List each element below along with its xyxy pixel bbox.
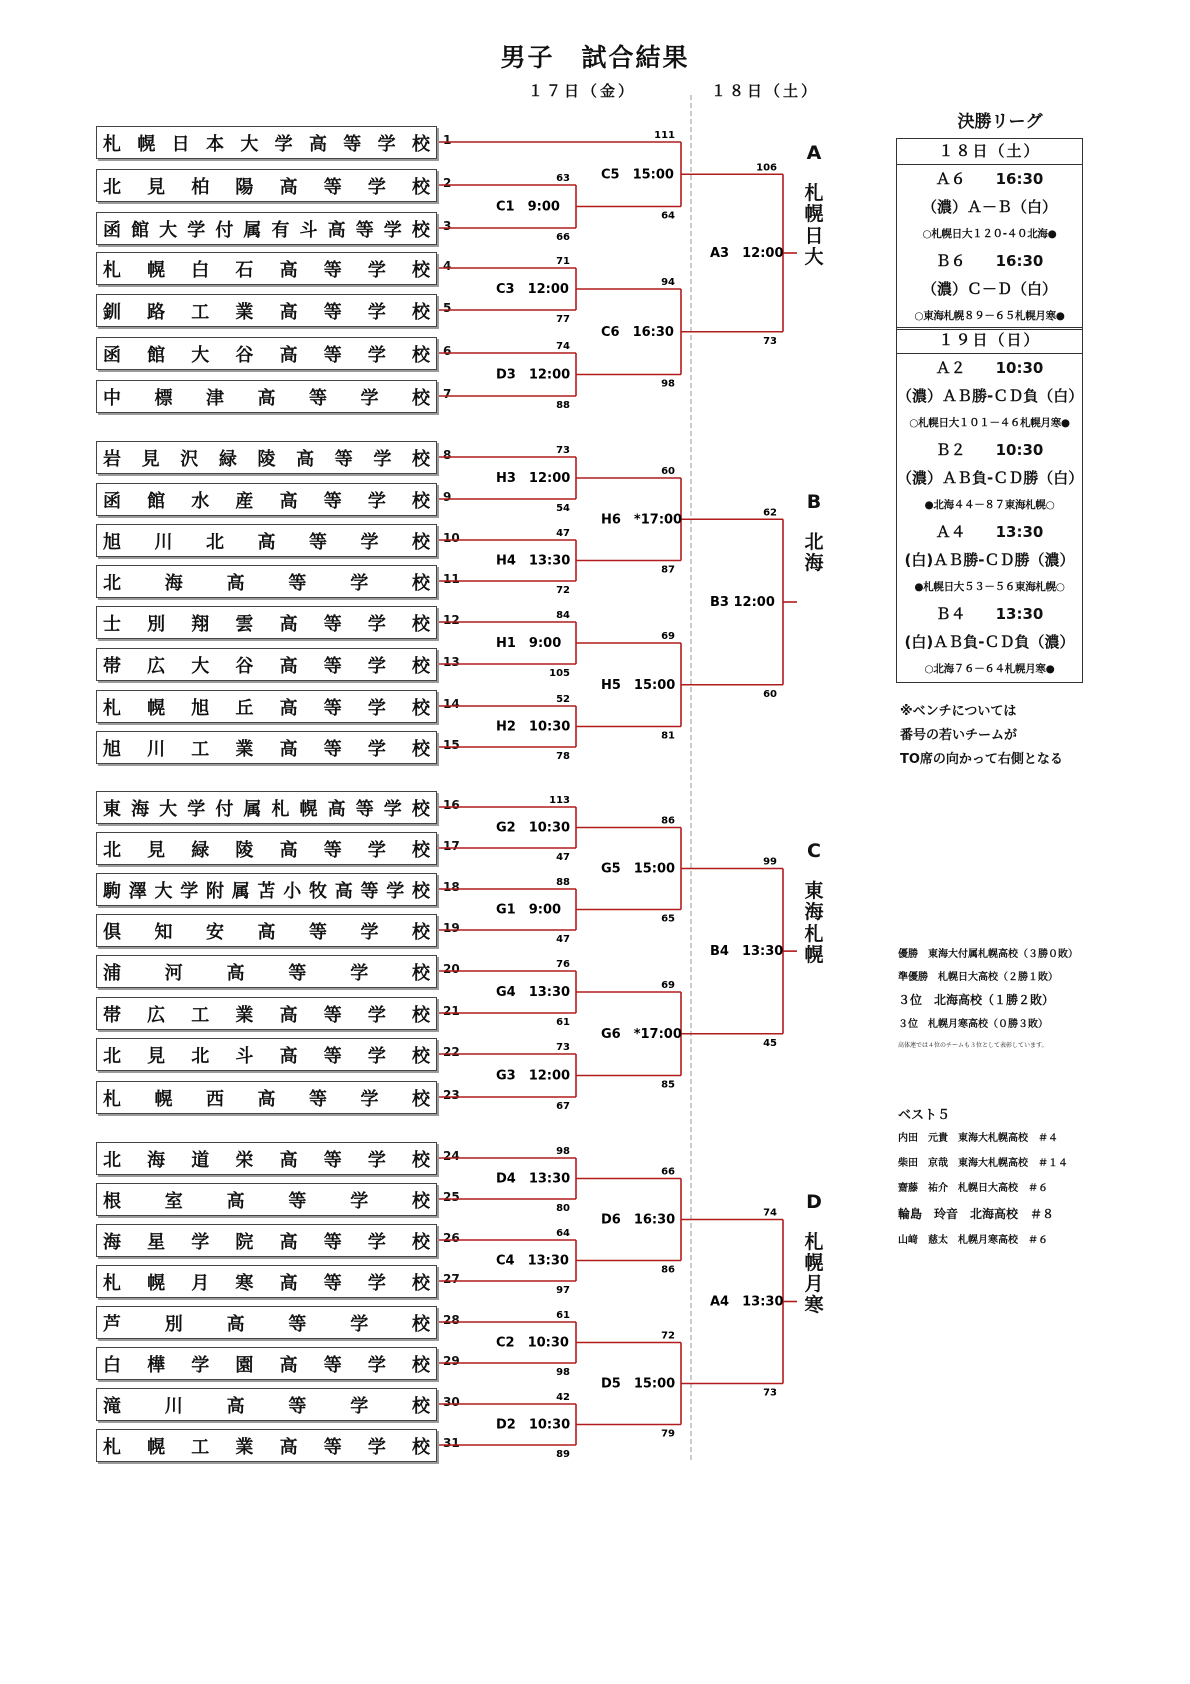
fl-result: ●札幌日大５３－５６東海札幌○	[914, 581, 1065, 593]
score-bottom: 80	[556, 1203, 570, 1214]
score-top: 66	[661, 1166, 675, 1178]
team-box	[96, 441, 437, 474]
score-bottom: 97	[556, 1285, 570, 1296]
team-box	[96, 524, 437, 557]
team-number: 3	[443, 219, 452, 233]
score-bottom: 61	[556, 1017, 570, 1028]
team-number: 13	[443, 655, 460, 669]
score-top: 73	[556, 1042, 570, 1053]
team-box	[96, 1347, 437, 1380]
score-bottom: 81	[661, 730, 675, 742]
game-label: H5 15:00	[601, 677, 676, 693]
score-top: 71	[556, 256, 570, 267]
block-winner: 札 幌 月 寒	[804, 1230, 824, 1317]
score-bottom: 105	[549, 668, 570, 679]
team-box	[96, 832, 437, 865]
score-bottom: 78	[556, 751, 570, 762]
game-label: C2 10:30	[496, 1335, 569, 1351]
team-number: 7	[443, 387, 452, 401]
fl-matchup: (白)ＡＢ勝-ＣＤ勝（濃）	[904, 551, 1075, 569]
score-top: 60	[661, 466, 675, 477]
team-name: 浦 河 高 等 学 校	[103, 962, 430, 984]
team-number: 5	[443, 301, 452, 315]
score-bottom: 89	[556, 1449, 570, 1460]
team-number: 11	[443, 572, 460, 586]
team-box	[96, 1429, 437, 1462]
standing-1	[898, 945, 1078, 960]
team-number: 16	[443, 798, 460, 812]
score-top: 61	[556, 1310, 570, 1321]
team-name: 札 幌 西 高 等 学 校	[103, 1088, 430, 1110]
team-box	[96, 126, 437, 159]
score-bottom: 67	[556, 1101, 570, 1112]
team-box	[96, 337, 437, 370]
standings-note: 高体連では４位のチームも３位として表彰しています。	[898, 1042, 1048, 1049]
team-number: 26	[443, 1231, 460, 1245]
block-letter: A	[806, 142, 822, 164]
team-name: 中 標 津 高 等 学 校	[103, 387, 430, 409]
score-top: 69	[661, 631, 675, 642]
team-number: 27	[443, 1272, 460, 1286]
game-label: D6 16:30	[601, 1212, 676, 1228]
game-label: B4 13:30	[710, 944, 784, 960]
score-top: 62	[763, 507, 777, 519]
team-name: 根 室 高 等 学 校	[103, 1190, 430, 1212]
team-box	[96, 648, 437, 681]
block-letter: C	[807, 840, 821, 863]
block-winner: 札 幌 日 大	[804, 182, 824, 268]
fl-result: ○札幌日大１０１－４６札幌月寒●	[909, 417, 1070, 429]
standing-3	[898, 991, 1054, 1008]
score-top: 42	[556, 1392, 570, 1403]
game-label: H2 10:30	[496, 719, 571, 735]
team-number: 28	[443, 1313, 460, 1327]
team-box	[96, 1388, 437, 1421]
game-label: A4 13:30	[710, 1294, 784, 1310]
team-box	[96, 606, 437, 639]
team-name: 函 館 大 谷 高 等 学 校	[103, 344, 430, 366]
best5-title: ベスト５	[898, 1108, 951, 1123]
team-name: 北 見 緑 陵 高 等 学 校	[103, 839, 430, 861]
game-label: C6 16:30	[601, 324, 674, 340]
team-box	[96, 690, 437, 723]
team-name: 旭 川 工 業 高 等 学 校	[103, 738, 430, 760]
team-name: 旭 川 北 高 等 学 校	[103, 531, 430, 553]
score-top: 106	[756, 162, 777, 174]
team-box	[96, 1183, 437, 1216]
team-box	[96, 955, 437, 988]
team-number: 12	[443, 613, 460, 627]
game-label: G3 12:00	[496, 1068, 571, 1084]
fl-matchup: (白)ＡＢ負-ＣＤ負（濃）	[904, 633, 1075, 651]
score-top: 86	[661, 815, 675, 827]
fl-matchup: （濃）ＡＢ勝-ＣＤ負（白）	[897, 387, 1084, 405]
note-line: 番号の若いチームが	[900, 728, 1018, 743]
score-top: 94	[661, 277, 675, 288]
team-box	[96, 212, 437, 245]
team-number: 22	[443, 1045, 460, 1059]
game-label: D5 15:00	[601, 1376, 676, 1392]
team-box	[96, 914, 437, 947]
best5-player: 内田 元貴 東海大札幌高校 ＃４	[898, 1133, 1058, 1144]
fl-matchup: （濃）Ｃ－Ｄ（白）	[921, 280, 1057, 298]
block-letter: D	[806, 1190, 822, 1213]
score-bottom: 98	[661, 378, 675, 390]
team-name: 倶 知 安 高 等 学 校	[103, 921, 430, 943]
score-top: 113	[549, 795, 570, 806]
score-bottom: 66	[556, 232, 570, 243]
standing-text: 札幌日大高校（２勝１敗）	[938, 972, 1058, 983]
team-name: 函 館 水 産 高 等 学 校	[103, 490, 430, 512]
final-league-day18-header: １８日（土）	[897, 139, 1082, 165]
score-top: 111	[654, 130, 675, 141]
fl-time: Ａ４ 13:30	[935, 523, 1044, 541]
fl-result: ○東海札幌８９－６５札幌月寒●	[914, 310, 1065, 322]
team-number: 23	[443, 1088, 460, 1102]
game-label: G6 *17:00	[601, 1026, 682, 1042]
team-number: 24	[443, 1149, 460, 1163]
team-number: 15	[443, 738, 460, 752]
team-name: 札 幌 白 石 高 等 学 校	[103, 259, 430, 281]
score-bottom: 65	[661, 913, 675, 925]
standing-text: 北海高校（１勝２敗）	[934, 993, 1055, 1007]
game-label: G5 15:00	[601, 861, 676, 877]
game-label: H1 9:00	[496, 636, 562, 651]
block-letter: B	[806, 491, 822, 513]
team-name: 帯 広 工 業 高 等 学 校	[103, 1004, 430, 1026]
team-name: 士 別 翔 雲 高 等 学 校	[103, 613, 430, 635]
score-bottom: 54	[556, 503, 570, 514]
game-label: H6 *17:00	[601, 512, 683, 528]
best5-player: 柴田 京哉 東海大札幌高校 ＃１４	[898, 1158, 1068, 1169]
team-name: 北 海 道 栄 高 等 学 校	[103, 1149, 430, 1171]
standing-4	[898, 1015, 1048, 1030]
team-name: 滝 川 高 等 学 校	[103, 1395, 430, 1417]
block-winner: 北 海	[804, 531, 824, 575]
game-label: G4 13:30	[496, 985, 571, 1000]
score-top: 73	[556, 445, 570, 456]
game-label: C1 9:00	[496, 199, 560, 215]
team-name: 札 幌 月 寒 高 等 学 校	[103, 1272, 430, 1294]
fl-time: Ｂ２ 10:30	[935, 441, 1044, 459]
team-box	[96, 483, 437, 516]
score-bottom: 73	[763, 1387, 777, 1399]
bench-notes	[900, 700, 1063, 772]
score-top: 47	[556, 528, 570, 539]
score-bottom: 60	[763, 688, 777, 700]
fl-result: ●北海４４－８７東海札幌○	[924, 499, 1055, 511]
standing-text: 札幌月寒高校（０勝３敗）	[928, 1019, 1048, 1030]
game-label: H4 13:30	[496, 553, 571, 569]
team-number: 9	[443, 490, 452, 504]
team-name: 札 幌 工 業 高 等 学 校	[103, 1436, 430, 1458]
team-box	[96, 565, 437, 598]
block-winner: 東 海 札 幌	[804, 880, 824, 966]
game-label: D4 13:30	[496, 1171, 571, 1187]
standing-2	[898, 968, 1058, 983]
team-number: 19	[443, 921, 460, 935]
note-line: ※ベンチについては	[900, 704, 1017, 719]
fl-time: Ｂ４ 13:30	[935, 605, 1044, 623]
standing-place: ３位	[898, 993, 923, 1007]
score-bottom: 98	[556, 1367, 570, 1378]
final-league-day18	[896, 138, 1083, 330]
team-number: 17	[443, 839, 460, 853]
game-label: D3 12:00	[496, 367, 571, 383]
team-box	[96, 1265, 437, 1298]
team-name: 札 幌 旭 丘 高 等 学 校	[103, 697, 430, 719]
team-number: 21	[443, 1004, 460, 1018]
team-box	[96, 1306, 437, 1339]
standing-place: ３位	[898, 1019, 918, 1030]
team-number: 10	[443, 531, 460, 545]
team-number: 14	[443, 697, 460, 711]
game-label: C4 13:30	[496, 1253, 569, 1269]
score-top: 88	[556, 877, 570, 888]
final-league-day19-header: １９日（日）	[897, 328, 1082, 354]
game-label: B3 12:00	[710, 595, 775, 610]
score-top: 74	[556, 341, 570, 352]
score-bottom: 85	[661, 1079, 675, 1091]
team-name: 白 樺 学 園 高 等 学 校	[103, 1354, 430, 1376]
score-top: 64	[556, 1228, 570, 1239]
page-title: 男子 試合結果	[500, 43, 690, 72]
standing-text: 東海大付属札幌高校（３勝０敗）	[928, 949, 1078, 960]
score-bottom: 47	[556, 934, 570, 945]
score-bottom: 79	[661, 1428, 675, 1440]
game-label: A3 12:00	[710, 246, 784, 261]
standing-place: 優勝	[898, 949, 918, 960]
score-bottom: 47	[556, 852, 570, 863]
team-box	[96, 169, 437, 202]
game-label: H3 12:00	[496, 471, 571, 486]
score-top: 76	[556, 959, 570, 970]
team-name: 岩 見 沢 緑 陵 高 等 学 校	[103, 448, 430, 470]
team-name: 海 星 学 院 高 等 学 校	[103, 1231, 430, 1253]
score-bottom: 87	[661, 564, 675, 576]
team-name: 函 館 大 学 付 属 有 斗 高 等 学 校	[103, 219, 430, 241]
team-name: 北 海 高 等 学 校	[103, 572, 430, 594]
team-number: 1	[443, 133, 452, 147]
score-top: 74	[763, 1207, 777, 1219]
team-box	[96, 294, 437, 327]
team-number: 31	[443, 1436, 460, 1450]
team-number: 25	[443, 1190, 460, 1204]
team-name: 釧 路 工 業 高 等 学 校	[103, 301, 430, 323]
team-number: 18	[443, 880, 460, 894]
team-number: 6	[443, 344, 452, 358]
fl-time: Ａ６ 16:30	[935, 170, 1044, 188]
game-label: C3 12:00	[496, 282, 569, 297]
fl-result: ○札幌日大１２０-４０北海●	[922, 228, 1057, 240]
day2-header: １８日（土）	[711, 82, 820, 100]
score-top: 72	[661, 1330, 675, 1342]
team-number: 4	[443, 259, 452, 273]
game-label: C5 15:00	[601, 167, 674, 183]
team-name: 札 幌 日 本 大 学 高 等 学 校	[103, 133, 430, 155]
team-box	[96, 1224, 437, 1257]
team-box	[96, 791, 437, 824]
team-name: 北 見 柏 陽 高 等 学 校	[103, 176, 430, 198]
team-name: 東 海 大 学 付 属 札 幌 高 等 学 校	[103, 798, 430, 820]
team-box	[96, 1081, 437, 1114]
best5-player: 山﨑 慈太 札幌月寒高校 ＃６	[898, 1235, 1048, 1246]
fl-result: ○北海７６－６４札幌月寒●	[924, 663, 1055, 675]
score-top: 84	[556, 610, 570, 621]
note-line: TO席の向かって右側となる	[900, 752, 1063, 767]
team-number: 30	[443, 1395, 460, 1409]
team-name: 駒 澤 大 学 附 属 苫 小 牧 高 等 学 校	[103, 880, 430, 902]
fl-time: Ｂ６ 16:30	[935, 252, 1044, 270]
game-label: G1 9:00	[496, 902, 562, 918]
fl-matchup: （濃）Ａ－Ｂ（白）	[921, 198, 1057, 216]
game-label: G2 10:30	[496, 820, 571, 836]
score-bottom: 88	[556, 400, 570, 411]
score-top: 99	[763, 856, 777, 868]
fl-time: Ａ２ 10:30	[935, 359, 1044, 377]
score-top: 63	[556, 173, 570, 184]
team-box	[96, 1038, 437, 1071]
score-bottom: 86	[661, 1264, 675, 1276]
team-name: 芦 別 高 等 学 校	[103, 1313, 430, 1335]
team-name: 帯 広 大 谷 高 等 学 校	[103, 655, 430, 677]
game-label: D2 10:30	[496, 1417, 571, 1433]
team-box	[96, 731, 437, 764]
team-number: 2	[443, 176, 452, 190]
score-top: 52	[556, 694, 570, 705]
team-number: 20	[443, 962, 460, 976]
final-league-day19	[896, 327, 1083, 683]
score-bottom: 73	[763, 335, 777, 347]
score-top: 98	[556, 1146, 570, 1157]
team-name: 北 見 北 斗 高 等 学 校	[103, 1045, 430, 1067]
team-box	[96, 1142, 437, 1175]
best5-player: 齋藤 祐介 札幌日大高校 ＃６	[898, 1183, 1048, 1194]
score-bottom: 72	[556, 585, 570, 596]
team-number: 29	[443, 1354, 460, 1368]
team-box	[96, 380, 437, 413]
fl-matchup: （濃）ＡＢ負-ＣＤ勝（白）	[897, 469, 1084, 487]
score-bottom: 64	[661, 210, 675, 222]
score-bottom: 45	[763, 1037, 777, 1049]
team-box	[96, 873, 437, 906]
standing-place: 準優勝	[898, 972, 928, 983]
score-bottom: 77	[556, 314, 570, 325]
best5-player: 輪島 玲音 北海高校 ＃８	[898, 1207, 1055, 1221]
team-box	[96, 252, 437, 285]
final-league-title: 決勝リーグ	[957, 112, 1043, 132]
team-number: 8	[443, 448, 452, 462]
score-top: 69	[661, 980, 675, 991]
team-box	[96, 997, 437, 1030]
day1-header: １７日（金）	[528, 82, 637, 100]
